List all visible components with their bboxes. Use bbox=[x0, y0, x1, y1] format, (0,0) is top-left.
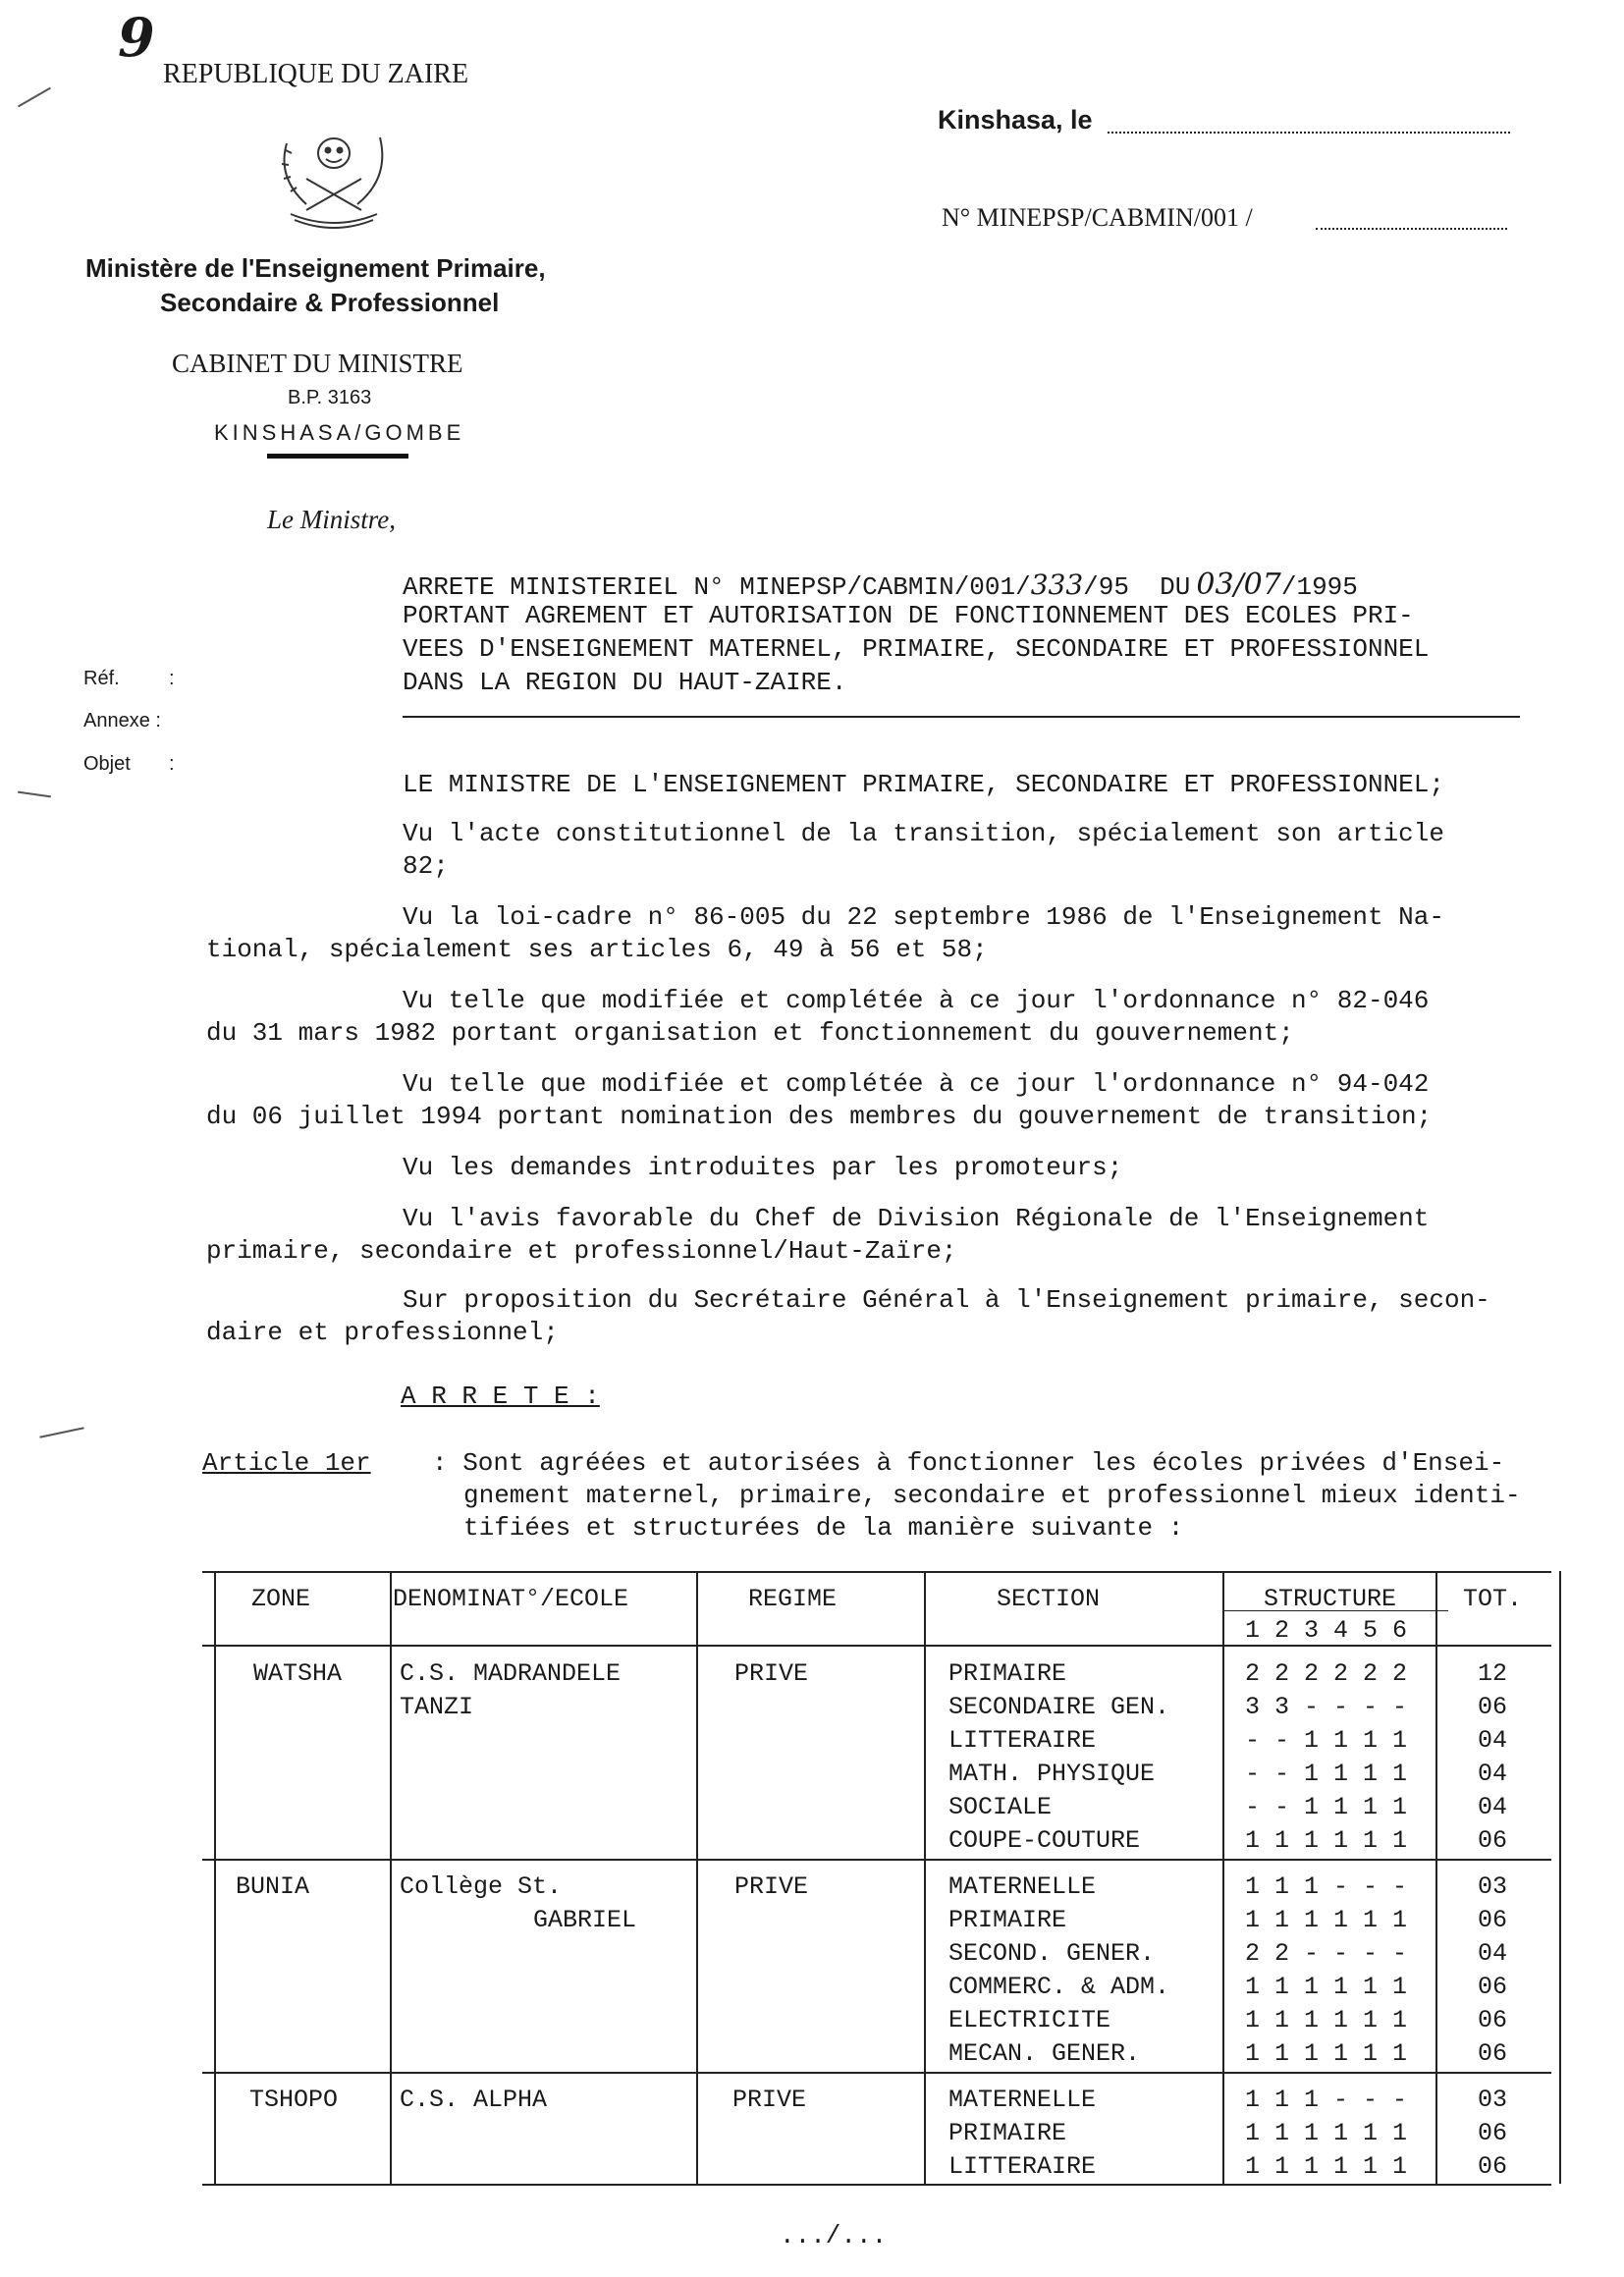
total-cell: 06 bbox=[1478, 2006, 1508, 2034]
arrete-heading: A R R E T E : bbox=[401, 1382, 600, 1411]
decree-year: /1995 bbox=[1280, 572, 1358, 602]
postal-box: B.P. 3163 bbox=[288, 387, 372, 408]
structure-cell: - - 1 1 1 1 bbox=[1245, 1726, 1408, 1755]
section-list bbox=[948, 1870, 1169, 2071]
total-cell: 04 bbox=[1478, 1793, 1508, 1821]
decree-title-line-2: PORTANT AGREMENT ET AUTORISATION DE FONCTIONNEMENT DES ECOLES PRI- bbox=[403, 601, 1414, 630]
section-cell: MECAN. GENER. bbox=[948, 2039, 1141, 2068]
total-cell: 06 bbox=[1478, 2119, 1508, 2147]
ministry-line-1: Ministère de l'Enseignement Primaire, bbox=[85, 253, 546, 283]
header-regime: REGIME bbox=[748, 1585, 838, 1613]
considerant-7b: daire et professionnel; bbox=[206, 1318, 559, 1347]
structure-cell: 1 1 1 1 1 1 bbox=[1245, 2039, 1408, 2068]
article-1-line-1: : Sont agréées et autorisées à fonctionner les écoles privées d'Ensei- bbox=[432, 1448, 1505, 1478]
section-cell: ELECTRICITE bbox=[948, 2006, 1111, 2034]
considerant-2a: Vu la loi-cadre n° 86-005 du 22 septembre 1986 de l'Enseignement Na- bbox=[403, 902, 1444, 932]
total-cell: 06 bbox=[1478, 1826, 1508, 1855]
school-name-line-1: C.S. ALPHA bbox=[400, 2086, 548, 2114]
minister-title: Le Ministre, bbox=[267, 505, 396, 534]
structure-cell: 1 1 1 - - - bbox=[1245, 2086, 1408, 2114]
ministry-line-2: Secondaire & Professionnel bbox=[160, 288, 500, 317]
section-list bbox=[948, 1657, 1169, 1858]
section-cell: COUPE-COUTURE bbox=[948, 1826, 1141, 1855]
table-bottom-rule bbox=[202, 2184, 1551, 2186]
title-rule bbox=[403, 716, 1520, 718]
section-cell: SECOND. GENER. bbox=[948, 1939, 1156, 1968]
table-col-line-0 bbox=[214, 1571, 216, 2184]
table-col-line-1 bbox=[390, 1571, 392, 2184]
section-cell: MATH. PHYSIQUE bbox=[948, 1760, 1156, 1788]
total-cell: 06 bbox=[1478, 1693, 1508, 1721]
article-1-line-3: tifiées et structurées de la manière suivante : bbox=[463, 1513, 1184, 1543]
school-name-line-2: TANZI bbox=[400, 1693, 474, 1721]
structure-list bbox=[1245, 1657, 1407, 1858]
total-cell: 06 bbox=[1478, 1973, 1508, 2001]
header-section: SECTION bbox=[997, 1585, 1101, 1613]
header-total: TOT. bbox=[1463, 1585, 1523, 1613]
city-line: KINSHASA/GOMBE bbox=[214, 420, 465, 445]
objet-colon: : bbox=[169, 753, 175, 775]
reference-number: N° MINEPSP/CABMIN/001 / bbox=[942, 203, 1253, 232]
school-name-line-1: Collège St. bbox=[400, 1872, 563, 1901]
decree-title-line-4: DANS LA REGION DU HAUT-ZAIRE. bbox=[403, 668, 847, 697]
structure-cell: 1 1 1 1 1 1 bbox=[1245, 1906, 1408, 1934]
total-list bbox=[1478, 1870, 1507, 2071]
structure-cell: - - 1 1 1 1 bbox=[1245, 1760, 1408, 1788]
regime-cell: PRIVE bbox=[734, 1659, 809, 1688]
section-list bbox=[948, 2084, 1096, 2184]
header-structure-years: 1 2 3 4 5 6 bbox=[1245, 1616, 1408, 1645]
section-cell: MATERNELLE bbox=[948, 1872, 1097, 1901]
structure-cell: 1 1 1 1 1 1 bbox=[1245, 2006, 1408, 2034]
structure-cell: 1 1 1 - - - bbox=[1245, 1872, 1408, 1901]
header-zone: ZONE bbox=[251, 1585, 311, 1613]
table-top-rule bbox=[202, 1571, 1551, 1573]
section-cell: LITTERAIRE bbox=[948, 1726, 1097, 1755]
section-cell: MATERNELLE bbox=[948, 2086, 1097, 2114]
considerant-7a: Sur proposition du Secrétaire Général à l'Enseignement primaire, secon- bbox=[403, 1285, 1490, 1315]
total-cell: 04 bbox=[1478, 1760, 1508, 1788]
ref-label: Réf. bbox=[83, 668, 120, 689]
table-col-line-6 bbox=[1559, 1571, 1561, 2184]
total-cell: 03 bbox=[1478, 1872, 1508, 1901]
total-list bbox=[1478, 1657, 1507, 1858]
decree-number-prefix: ARRETE MINISTERIEL N° MINEPSP/CABMIN/001/ bbox=[403, 572, 1031, 602]
zone-cell: WATSHA bbox=[253, 1659, 343, 1688]
section-cell: LITTERAIRE bbox=[948, 2152, 1097, 2181]
ref-colon: : bbox=[169, 668, 175, 689]
section-cell: PRIMAIRE bbox=[948, 2119, 1067, 2147]
section-cell: PRIMAIRE bbox=[948, 1659, 1067, 1688]
total-cell: 12 bbox=[1478, 1659, 1508, 1688]
structure-cell: 1 1 1 1 1 1 bbox=[1245, 2152, 1408, 2181]
structure-cell: - - 1 1 1 1 bbox=[1245, 1793, 1408, 1821]
annexe-label: Annexe : bbox=[83, 710, 161, 732]
total-cell: 04 bbox=[1478, 1726, 1508, 1755]
table-group-rule-2 bbox=[202, 2072, 1551, 2074]
scan-mark bbox=[39, 1427, 83, 1438]
table-group-rule-1 bbox=[202, 1859, 1551, 1861]
city-underline bbox=[267, 454, 408, 459]
handwritten-mark: 9 bbox=[118, 6, 155, 69]
total-cell: 04 bbox=[1478, 1939, 1508, 1968]
structure-cell: 2 2 2 2 2 2 bbox=[1245, 1659, 1408, 1688]
school-name-line-1: C.S. MADRANDELE bbox=[400, 1659, 622, 1688]
total-cell: 06 bbox=[1478, 1906, 1508, 1934]
scan-mark bbox=[18, 87, 51, 108]
total-cell: 03 bbox=[1478, 2086, 1508, 2114]
considerant-6b: primaire, secondaire et professionnel/Haut-Zaïre; bbox=[206, 1236, 957, 1266]
zone-cell: TSHOPO bbox=[249, 2086, 339, 2114]
page-continuation: .../... bbox=[780, 2221, 888, 2250]
coat-of-arms-icon bbox=[267, 124, 400, 234]
cabinet-heading: CABINET DU MINISTRE bbox=[172, 349, 463, 378]
structure-cell: 1 1 1 1 1 1 bbox=[1245, 2119, 1408, 2147]
table-col-line-4 bbox=[1222, 1571, 1224, 2184]
structure-cell: 3 3 - - - - bbox=[1245, 1693, 1408, 1721]
decree-date-handwritten: 03/07 bbox=[1196, 568, 1281, 602]
considerant-5: Vu les demandes introduites par les promoteurs; bbox=[403, 1153, 1123, 1182]
considerant-6a: Vu l'avis favorable du Chef de Division Régionale de l'Enseignement bbox=[403, 1204, 1430, 1233]
section-cell: SOCIALE bbox=[948, 1793, 1053, 1821]
considerant-1b: 82; bbox=[403, 851, 449, 881]
header-denomination: DENOMINAT°/ECOLE bbox=[393, 1585, 629, 1613]
total-cell: 06 bbox=[1478, 2152, 1508, 2181]
considerant-1a: Vu l'acte constitutionnel de la transition, spécialement son article bbox=[403, 819, 1444, 848]
structure-cell: 2 2 - - - - bbox=[1245, 1939, 1408, 1968]
structure-list bbox=[1245, 1870, 1407, 2071]
place-date-label: Kinshasa, le bbox=[938, 105, 1093, 135]
decree-title-line-1 bbox=[403, 568, 1358, 602]
school-name-line-2: GABRIEL bbox=[533, 1906, 637, 1934]
date-dotted-line bbox=[1108, 132, 1510, 134]
regime-cell: PRIVE bbox=[734, 1872, 809, 1901]
table-col-line-2 bbox=[696, 1571, 698, 2184]
structure-cell: 1 1 1 1 1 1 bbox=[1245, 1973, 1408, 2001]
decree-date-prefix: /95 DU bbox=[1083, 572, 1191, 602]
considerant-3b: du 31 mars 1982 portant organisation et fonctionnement du gouvernement; bbox=[206, 1018, 1294, 1048]
total-list bbox=[1478, 2084, 1507, 2184]
reference-dotted-line bbox=[1316, 228, 1507, 230]
objet-label: Objet bbox=[83, 753, 131, 775]
considerant-2b: tional, spécialement ses articles 6, 49 à 56 et 58; bbox=[206, 935, 988, 964]
regime-cell: PRIVE bbox=[732, 2086, 807, 2114]
republic-heading: REPUBLIQUE DU ZAIRE bbox=[163, 59, 469, 89]
total-cell: 06 bbox=[1478, 2039, 1508, 2068]
table-col-line-5 bbox=[1435, 1571, 1437, 2184]
section-cell: PRIMAIRE bbox=[948, 1906, 1067, 1934]
structure-cell: 1 1 1 1 1 1 bbox=[1245, 1826, 1408, 1855]
section-cell: SECONDAIRE GEN. bbox=[948, 1693, 1170, 1721]
considerant-3a: Vu telle que modifiée et complétée à ce jour l'ordonnance n° 82-046 bbox=[403, 986, 1430, 1015]
preamble-heading: LE MINISTRE DE L'ENSEIGNEMENT PRIMAIRE, SECONDAIRE ET PROFESSIONNEL; bbox=[403, 770, 1444, 799]
decree-number-handwritten: 333 bbox=[1030, 569, 1084, 601]
table-col-line-3 bbox=[924, 1571, 926, 2184]
scan-mark bbox=[18, 791, 51, 798]
considerant-4a: Vu telle que modifiée et complétée à ce jour l'ordonnance n° 94-042 bbox=[403, 1069, 1430, 1099]
section-cell: COMMERC. & ADM. bbox=[948, 1973, 1170, 2001]
decree-title-line-3: VEES D'ENSEIGNEMENT MATERNEL, PRIMAIRE, SECONDAIRE ET PROFESSIONNEL bbox=[403, 634, 1430, 664]
zone-cell: BUNIA bbox=[236, 1872, 310, 1901]
article-1-line-2: gnement maternel, primaire, secondaire et professionnel mieux identi- bbox=[463, 1481, 1521, 1510]
header-structure: STRUCTURE bbox=[1264, 1585, 1397, 1613]
article-1-label: Article 1er bbox=[202, 1448, 371, 1478]
structure-list bbox=[1245, 2084, 1407, 2184]
considerant-4b: du 06 juillet 1994 portant nomination des membres du gouvernement de transition; bbox=[206, 1102, 1433, 1131]
